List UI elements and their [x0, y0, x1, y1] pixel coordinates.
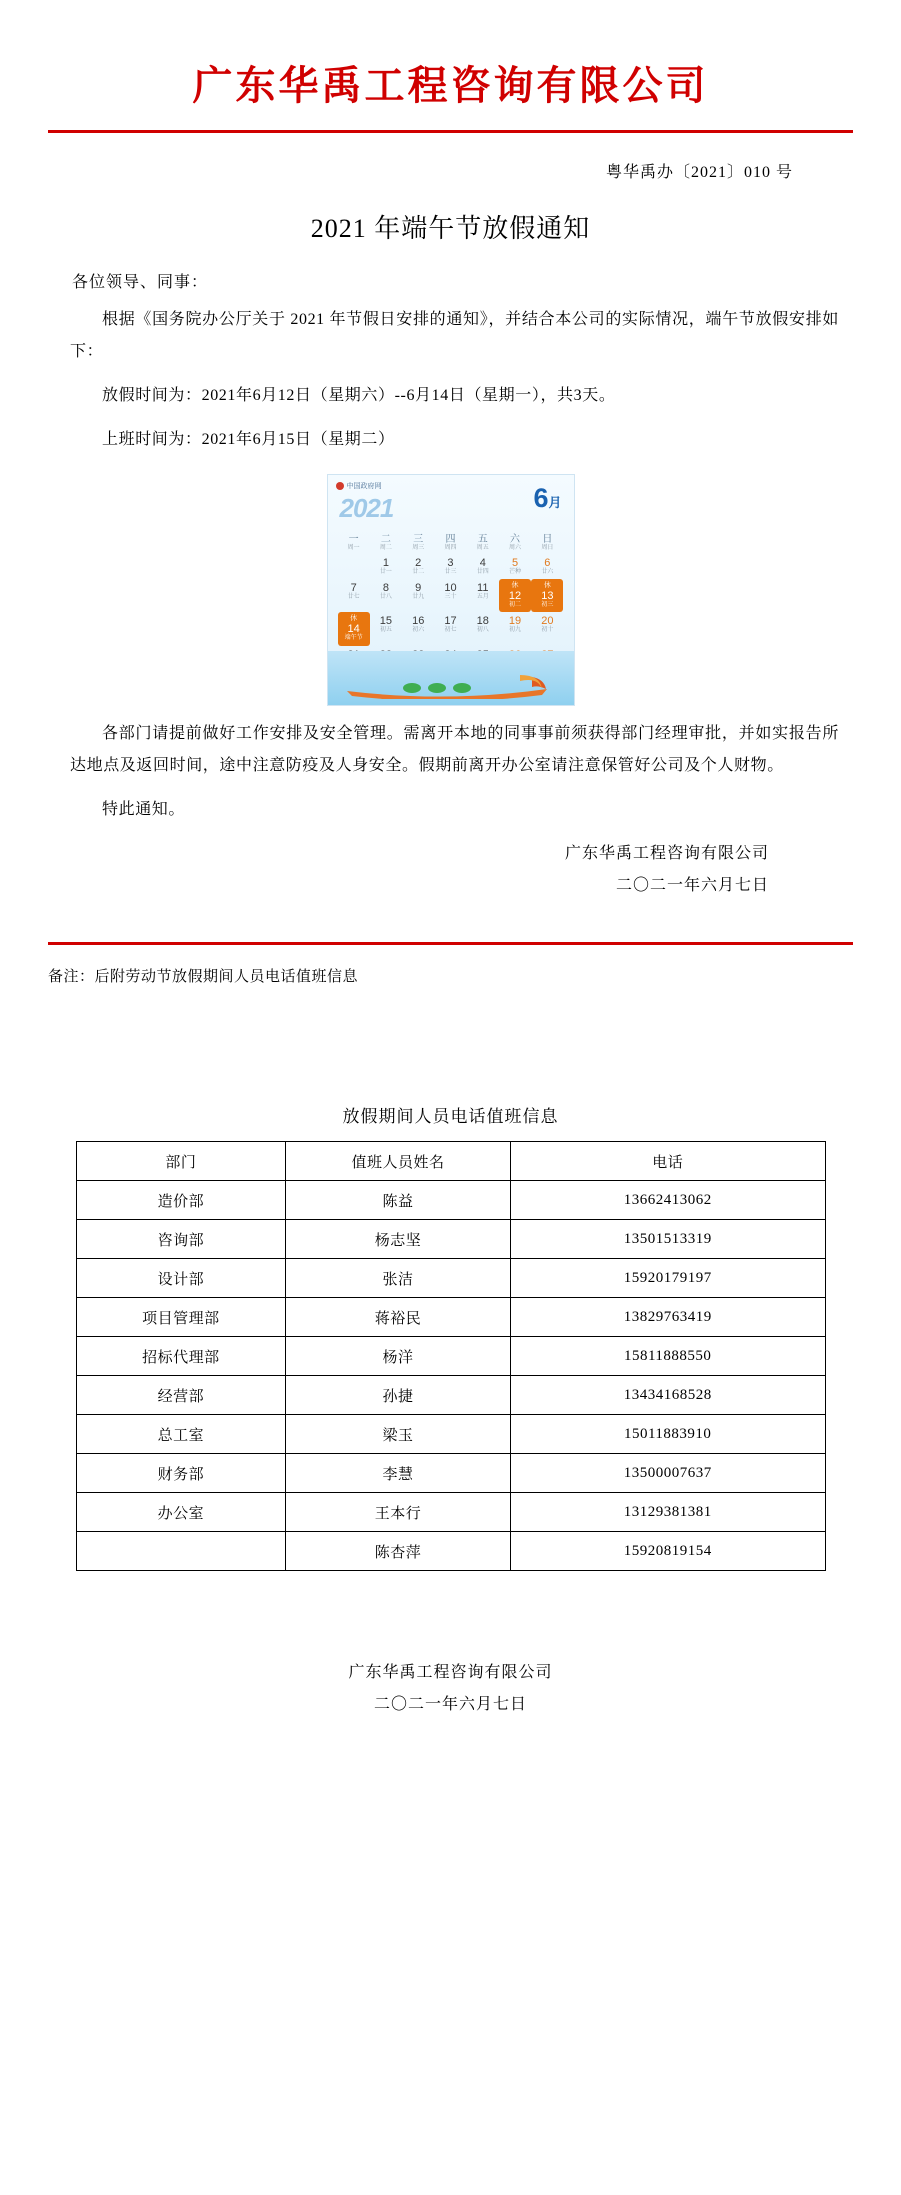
calendar-day: 17 初七	[444, 615, 457, 634]
calendar-year: 2021	[339, 493, 394, 523]
table-cell: 财务部	[76, 1454, 286, 1493]
calendar-weekday-row	[338, 527, 564, 554]
table-cell: 15811888550	[510, 1337, 825, 1376]
paragraph-basis: 根据《国务院办公厅关于 2021 年节假日安排的通知》，并结合本公司的实际情况，端午节放假安排如下：	[70, 311, 839, 360]
table-cell: 招标代理部	[76, 1337, 286, 1376]
table-cell: 李慧	[286, 1454, 511, 1493]
header-red-divider	[48, 130, 853, 133]
calendar-month	[533, 483, 561, 514]
calendar-day: 10 三十	[444, 582, 457, 601]
calendar-weekday: 四 周四	[444, 534, 457, 551]
calendar-day: 5 芒种	[509, 556, 522, 575]
calendar-day: 11 五月	[476, 582, 489, 601]
table-row	[76, 1337, 825, 1376]
table-cell: 设计部	[76, 1259, 286, 1298]
table-cell: 15920179197	[510, 1259, 825, 1298]
calendar-day: 9 廿九	[412, 582, 425, 601]
calendar-week-row	[338, 612, 564, 645]
calendar-weekday: 五 周五	[476, 534, 489, 551]
table-cell	[76, 1532, 286, 1571]
calendar-week-row	[338, 579, 564, 612]
calendar-day	[338, 554, 370, 580]
footer-company: 广东华禹工程咨询有限公司	[348, 1664, 553, 1681]
calendar-day: 休 13 初三	[531, 579, 563, 612]
calendar-day: 8 廿八	[379, 582, 392, 601]
table-row	[76, 1454, 825, 1493]
calendar-day: 休 14 端午节	[338, 612, 370, 645]
table-row	[76, 1415, 825, 1454]
table-row	[76, 1220, 825, 1259]
gov-site-label	[336, 481, 382, 491]
table-cell: 13662413062	[510, 1181, 825, 1220]
calendar-day: 18 初八	[476, 615, 489, 634]
table-cell: 陈杏萍	[286, 1532, 511, 1571]
table-row	[76, 1376, 825, 1415]
table-row	[76, 1532, 825, 1571]
paragraph-holiday-dates: 放假时间为：2021年6月12日（星期六）--6月14日（星期一），共3天。	[102, 387, 616, 404]
calendar-month-number: 6	[533, 483, 549, 513]
table-cell: 13829763419	[510, 1298, 825, 1337]
document-header	[48, 0, 853, 133]
duty-table-title: 放假期间人员电话值班信息	[342, 1107, 559, 1126]
table-cell: 孙捷	[286, 1376, 511, 1415]
table-cell: 办公室	[76, 1493, 286, 1532]
table-row	[76, 1298, 825, 1337]
company-title: 广东华禹工程咨询有限公司	[192, 63, 709, 108]
table-row	[76, 1259, 825, 1298]
table-cell: 总工室	[76, 1415, 286, 1454]
calendar-day: 16 初六	[412, 615, 425, 634]
table-header-row	[76, 1142, 825, 1181]
signature-block	[48, 838, 853, 902]
table-cell: 13501513319	[510, 1220, 825, 1259]
duty-table	[76, 1141, 826, 1571]
signature-date: 二〇二一年六月七日	[615, 877, 769, 894]
table-cell: 造价部	[76, 1181, 286, 1220]
paragraph-safety-notice: 各部门请提前做好工作安排及安全管理。需离开本地的同事事前须获得部门经理审批，并如实报告所达地点及返回时间，途中注意防疫及人身安全。假期前离开办公室请注意保管好公司及个人财物。	[70, 725, 839, 774]
table-column-header: 电话	[510, 1142, 825, 1181]
calendar-day: 6 廿六	[541, 556, 554, 575]
table-cell: 蒋裕民	[286, 1298, 511, 1337]
table-cell: 杨志坚	[286, 1220, 511, 1259]
calendar-day: 7 廿七	[347, 582, 360, 601]
calendar-day: 休 12 初二	[499, 579, 531, 612]
gov-site-text: 中国政府网	[346, 483, 382, 490]
footer-date: 二〇二一年六月七日	[373, 1696, 527, 1713]
table-row	[76, 1181, 825, 1220]
calendar-day: 2 廿二	[412, 556, 425, 575]
calendar-weekday: 日 周日	[541, 534, 554, 551]
dragon-boat-icon	[342, 669, 552, 699]
calendar-weekday: 二 周二	[379, 534, 392, 551]
calendar-month-unit: 月	[548, 495, 562, 510]
document-number: 粤华禹办〔2021〕010 号	[605, 164, 793, 181]
calendar-day: 15 初五	[379, 615, 393, 634]
gov-logo-icon	[336, 482, 344, 490]
table-cell: 13129381381	[510, 1493, 825, 1532]
table-cell: 项目管理部	[76, 1298, 286, 1337]
table-cell: 梁玉	[286, 1415, 511, 1454]
attachment-note: 备注：后附劳动节放假期间人员电话值班信息	[48, 969, 359, 985]
footer-signature-block	[48, 1657, 853, 1721]
document-title: 2021 年端午节放假通知	[310, 214, 591, 243]
calendar-image	[48, 474, 853, 706]
footer-red-divider	[48, 942, 853, 945]
calendar-day: 3 廿三	[444, 556, 457, 575]
table-cell: 陈益	[286, 1181, 511, 1220]
june-calendar	[327, 474, 575, 706]
calendar-day: 19 初九	[508, 615, 522, 634]
table-cell: 杨洋	[286, 1337, 511, 1376]
table-column-header: 值班人员姓名	[286, 1142, 511, 1181]
table-column-header: 部门	[76, 1142, 286, 1181]
table-cell: 张洁	[286, 1259, 511, 1298]
table-cell: 经营部	[76, 1376, 286, 1415]
calendar-weekday: 六 周六	[509, 534, 522, 551]
calendar-weekday: 一 周一	[347, 534, 360, 551]
calendar-week-row	[338, 554, 564, 580]
salutation: 各位领导、同事：	[72, 274, 209, 291]
table-cell: 15011883910	[510, 1415, 825, 1454]
calendar-day: 4 廿四	[476, 556, 489, 575]
table-cell: 王本行	[286, 1493, 511, 1532]
duty-table-body	[76, 1181, 825, 1571]
paragraph-return-date: 上班时间为：2021年6月15日（星期二）	[102, 431, 395, 448]
table-cell: 13500007637	[510, 1454, 825, 1493]
calendar-day: 20 初十	[541, 615, 554, 634]
calendar-day: 1 廿一	[379, 556, 392, 575]
table-cell: 15920819154	[510, 1532, 825, 1571]
table-cell: 咨询部	[76, 1220, 286, 1259]
table-row	[76, 1493, 825, 1532]
table-cell: 13434168528	[510, 1376, 825, 1415]
paragraph-closing: 特此通知。	[102, 801, 186, 818]
calendar-weekday: 三 周三	[412, 534, 425, 551]
signature-company: 广东华禹工程咨询有限公司	[564, 845, 769, 862]
